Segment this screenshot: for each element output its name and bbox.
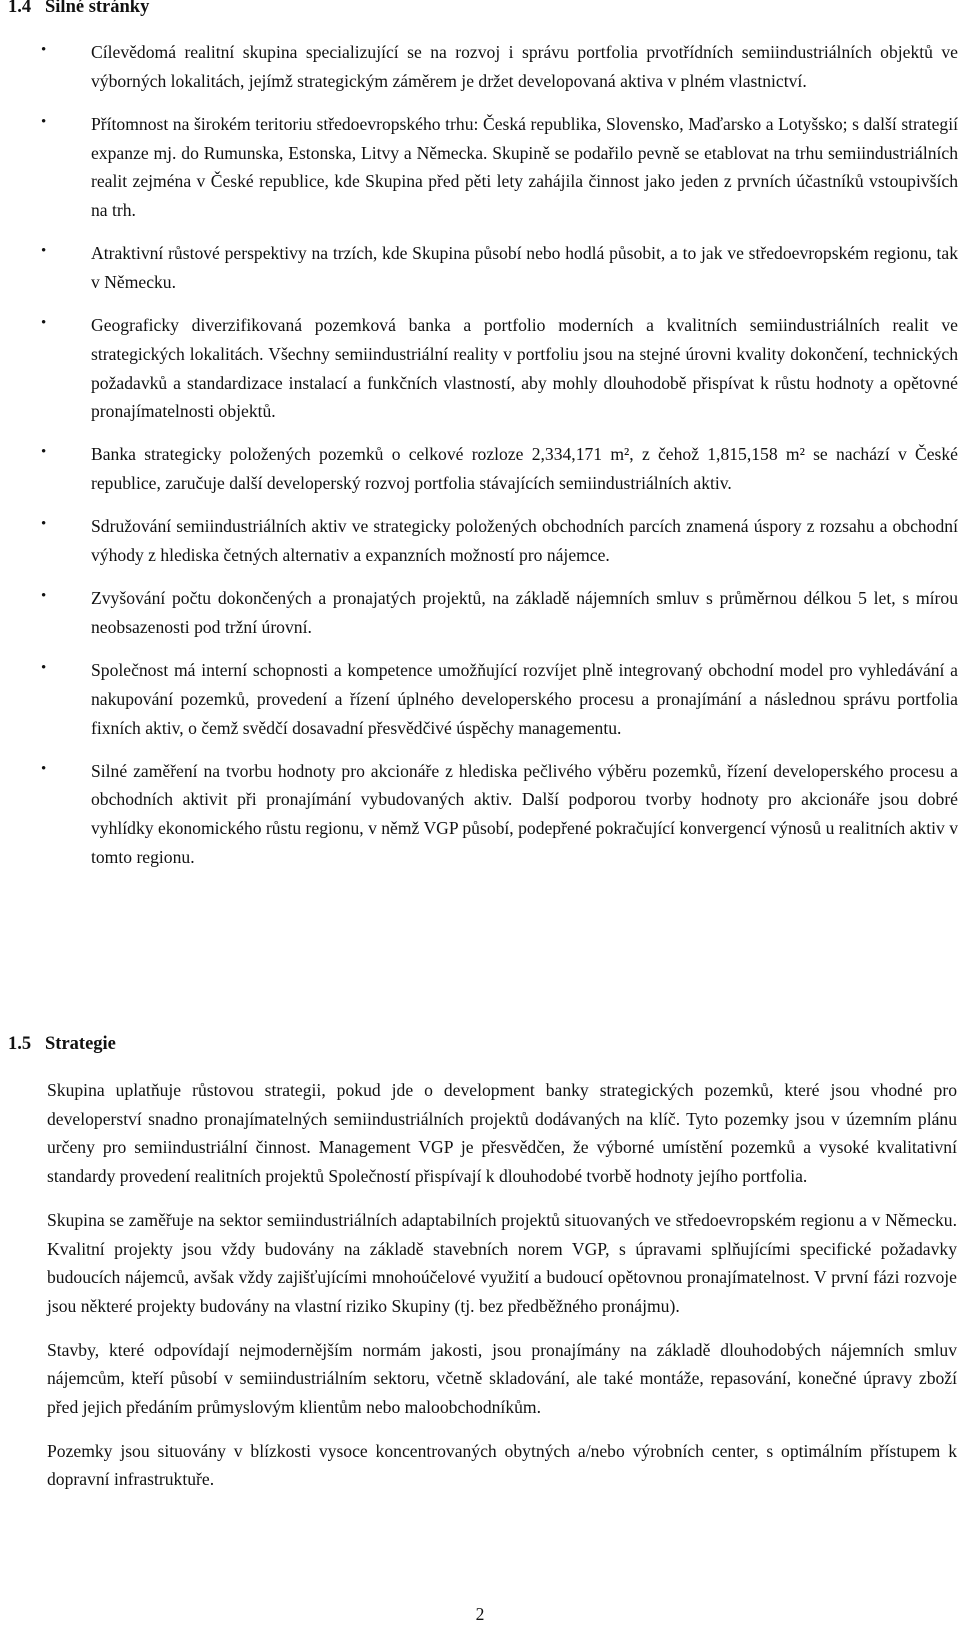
list-item	[41, 440, 958, 497]
list-item-text: Geograficky diverzifikovaná pozemková banka a portfolio moderních a kvalitních semiindustriálních realit ve strategických lokalitách. Všechny semiindustriální reality v portfoliu jsou na stejné úrovni kvality dokončení, technických požadavků a standardizace instalací a funkčních vlastností, aby mohly dlouhodobě přispívat k růstu hodnoty a opětovné pronajímatelnosti objektů.	[91, 315, 958, 422]
list-item-text: Silné zaměření na tvorbu hodnoty pro akcionáře z hlediska pečlivého výběru pozemků, řízení developerského procesu a obchodních aktivit při pronajímání vybudovaných aktiv. Další podporou tvorby hodnoty pro akcionáře jsou dobré vyhlídky ekonomického růstu regionu, v němž VGP působí, podepřené pokračující konvergencí výnosů u realitních aktiv v tomto regionu.	[91, 760, 958, 867]
bullet-icon: •	[41, 588, 47, 605]
section-heading-strategy	[8, 1032, 116, 1056]
list-item-text: Zvyšování počtu dokončených a pronajatých projektů, na základě nájemních smluv s průměrnou délkou 5 let, s mírou neobsazenosti pod tržní úrovní.	[91, 588, 958, 637]
bullet-icon: •	[41, 660, 47, 677]
bullet-icon: •	[41, 42, 47, 58]
section-heading-strengths	[8, 0, 149, 19]
list-item	[41, 584, 958, 641]
bullet-icon: •	[41, 243, 47, 260]
list-item-text: Cílevědomá realitní skupina specializující se na rozvoj i správu portfolia prvotřídních semiindustriálních objektů ve výborných lokalitách, jejímž strategickým záměrem je držet developovaná aktiva v plném vlastnictví.	[91, 42, 958, 91]
paragraph: Skupina uplatňuje růstovou strategii, pokud jde o development banky strategických pozemků, které jsou vhodné pro developerství snadno pronajímatelných semiindustriálních projektů dodávaných na klíč. Tyto pozemky jsou v územním plánu určeny pro semiindustriální činnost. Management VGP je přesvědčen, že výborné umístění pozemků a vysoké kvalitativní standardy provedení realitních projektů Společností přispívají k dlouhodobé tvorbě hodnoty jejího portfolia.	[47, 1080, 957, 1187]
bullet-icon: •	[41, 113, 47, 130]
bullet-icon: •	[41, 516, 47, 533]
bullet-icon: •	[41, 760, 47, 777]
list-item	[41, 656, 958, 742]
section-title: Silné stránky	[45, 0, 150, 17]
section-title: Strategie	[45, 1034, 116, 1054]
list-item-text: Atraktivní růstové perspektivy na trzích, kde Skupina působí nebo hodlá působit, a to jak ve středoevropském regionu, tak v Německu.	[91, 243, 958, 292]
list-item	[41, 239, 958, 296]
list-item	[41, 311, 958, 426]
list-item	[41, 512, 958, 569]
section-number: 1.5	[8, 1034, 32, 1054]
paragraph: Skupina se zaměřuje na sektor semiindustriálních adaptabilních projektů situovaných ve středoevropském regionu a v Německu. Kvalitní projekty jsou vždy budovány na základě stavebních norem VGP, s úpravami splňujícími specifické požadavky budoucích nájemců, avšak vždy zajišťujícími mnohoúčelové využití a budoucí opětovnou pronajímatelnost. V první fázi rozvoje jsou některé projekty budovány na vlastní riziko Skupiny (tj. bez předběžného pronájmu).	[47, 1209, 957, 1316]
list-item-text: Sdružování semiindustriálních aktiv ve strategicky položených obchodních parcích znamená úspory z rozsahu a obchodní výhody z hlediska četných alternativ a expanzních možností pro nájemce.	[91, 516, 958, 566]
list-item	[41, 38, 958, 95]
list-item	[41, 110, 958, 225]
bullet-icon: •	[41, 444, 47, 461]
list-item-text: Přítomnost na širokém teritoriu středoevropského trhu: Česká republika, Slovensko, Maďarsko a Lotyšsko; s další strategií expanze mj. do Rumunska, Estonska, Litvy a Německa. Skupině se podařilo pevně se etablovat na trhu semiindustriálních realit zejména v České republice, kde Skupina před pěti lety zahájila činnost jako jeden z prvních účastníků vstoupivších na trh.	[91, 113, 958, 221]
list-item-text: Banka strategicky položených pozemků o celkové rozloze 2,334,171 m², z čehož 1,815,158 m² se nachází v České republice, zaručuje další developerský rozvoj portfolia stávajících semiindustriálních aktiv.	[91, 444, 958, 494]
list-item	[41, 757, 958, 872]
bullet-icon: •	[41, 315, 47, 332]
page-number: 2	[475, 1604, 485, 1624]
paragraph: Stavby, které odpovídají nejmodernějším normám jakosti, jsou pronajímány na základě dlouhodobých nájemních smluv nájemcům, kteří působí v semiindustriálním sektoru, včetně skladování, ale také montáže, repasování, konečné úpravy zboží před jejich předáním průmyslovým klientům nebo maloobchodníkům.	[47, 1339, 957, 1418]
section-number: 1.4	[8, 0, 32, 17]
paragraph: Pozemky jsou situovány v blízkosti vysoce koncentrovaných obytných a/nebo výrobních center, s optimálním přístupem k dopravní infrastruktuře.	[47, 1440, 957, 1490]
strategy-body	[47, 1076, 957, 1509]
strengths-list	[0, 38, 960, 886]
list-item-text: Společnost má interní schopnosti a kompetence umožňující rozvíjet plně integrovaný obchodní model pro vyhledávání a nakupování pozemků, provedení a řízení úplného developerského procesu a pronajímání a následnou správu portfolia fixních aktiv, o čemž svědčí dosavadní přesvědčivé úspěchy managementu.	[91, 660, 958, 738]
